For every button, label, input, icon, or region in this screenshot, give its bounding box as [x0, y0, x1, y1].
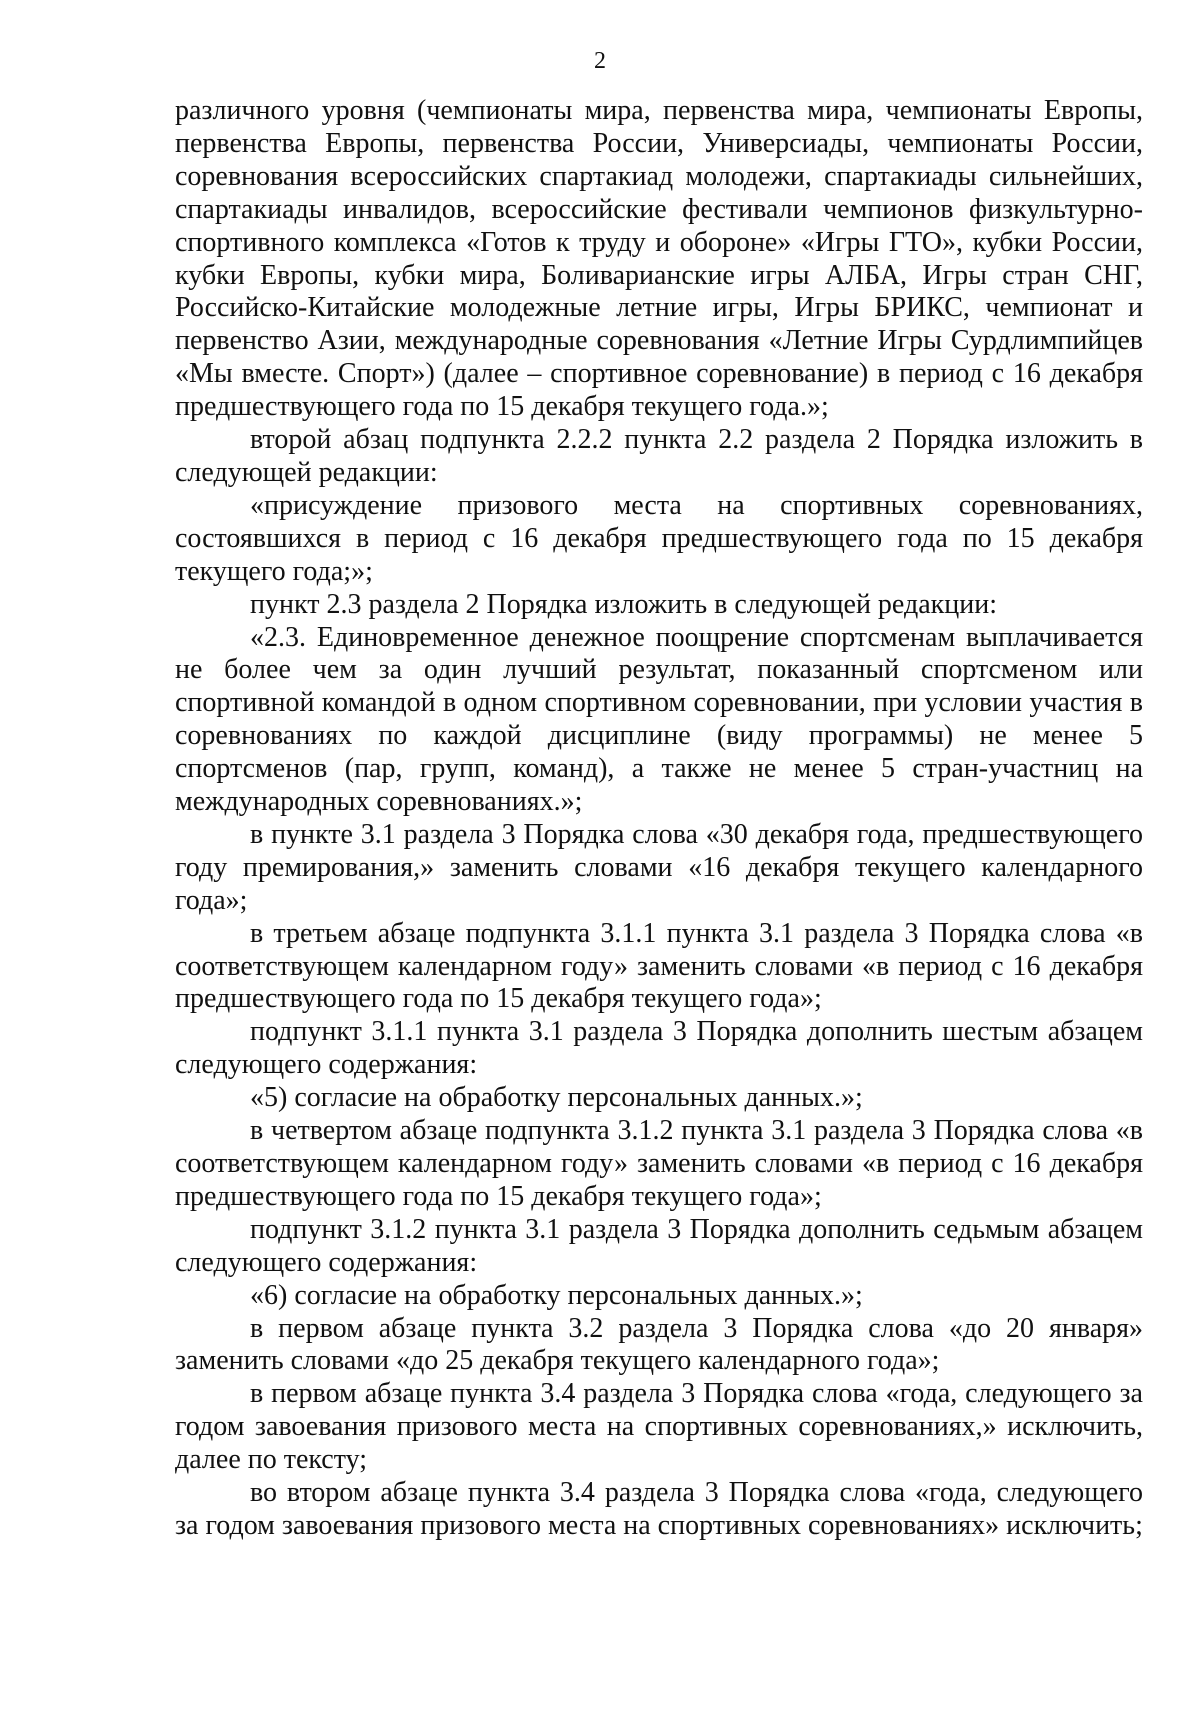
paragraph: в третьем абзаце подпункта 3.1.1 пункта 3.1 раздела 3 Порядка слова «в соответствующем календарном году» заменить словами «в период с 16 декабря предшествующего года по 15 декабря текущего года»; [175, 917, 1143, 1015]
paragraph: в четвертом абзаце подпункта 3.1.2 пункта 3.1 раздела 3 Порядка слова «в соответствующем календарном году» заменить словами «в период с 16 декабря предшествующего года по 15 декабря текущего года»; [175, 1115, 1143, 1212]
paragraph: «присуждение призового места на спортивных соревнованиях, состоявшихся в период с 16 декабря предшествующего года по 15 декабря текущего года;»; [175, 489, 1143, 587]
paragraph: «2.3. Единовременное денежное поощрение спортсменам выплачивается не более чем за один лучший результат, показанный спортсменом или спортивной командой в одном спортивном соревновании, при условии участия в соревнованиях по каждой дисциплине (виду программы) не менее 5 спортсменов (пар, групп, команд), а также не менее 5 стран-участниц на международных соревнованиях.»; [175, 621, 1143, 818]
paragraph: подпункт 3.1.1 пункта 3.1 раздела 3 Порядка дополнить шестым абзацем следующего содержания: [175, 1016, 1143, 1081]
page-number: 2 [594, 48, 606, 74]
document-body [175, 95, 1143, 1543]
paragraph: подпункт 3.1.2 пункта 3.1 раздела 3 Порядка дополнить седьмым абзацем следующего содержания: [175, 1213, 1143, 1278]
paragraph: во втором абзаце пункта 3.4 раздела 3 Порядка слова «года, следующего за годом завоевания призового места на спортивных соревнованиях» исключить; [175, 1477, 1143, 1541]
paragraph: «5) согласие на обработку персональных данных.»; [250, 1082, 863, 1114]
paragraph-continuation: различного уровня (чемпионаты мира, первенства мира, чемпионаты Европы, первенства Европы, первенства России, Универсиады, чемпионаты России, соревнования всероссийских спартакиад молодежи, спартакиады сильнейших, спартакиады инвалидов, всероссийские фестивали чемпионов физкультурно-спортивного комплекса «Готов к труду и обороне» «Игры ГТО», кубки России, кубки Европы, кубки мира, Боливарианские игры АЛБА, Игры стран СНГ, Российско-Китайские молодежные летние игры, Игры БРИКС, чемпионат и первенство Азии, международные соревнования «Летние Игры Сурдлимпийцев «Мы вместе. Спорт») (далее – спортивное соревнование) в период с 16 декабря предшествующего года по 15 декабря текущего года.»; [175, 95, 1143, 423]
paragraph: второй абзац подпункта 2.2.2 пункта 2.2 раздела 2 Порядка изложить в следующей редакции: [175, 424, 1143, 488]
paragraph: в первом абзаце пункта 3.4 раздела 3 Порядка слова «года, следующего за годом завоевания призового места на спортивных соревнованиях,» исключить, далее по тексту; [175, 1378, 1143, 1476]
paragraph: в первом абзаце пункта 3.2 раздела 3 Порядка слова «до 20 января» заменить словами «до 25 декабря текущего календарного года»; [175, 1312, 1143, 1377]
paragraph: «6) согласие на обработку персональных данных.»; [250, 1279, 863, 1311]
paragraph: в пункте 3.1 раздела 3 Порядка слова «30 декабря года, предшествующего году премирования,» заменить словами «16 декабря текущего календарного года»; [175, 818, 1143, 916]
paragraph: пункт 2.3 раздела 2 Порядка изложить в следующей редакции: [250, 588, 997, 620]
